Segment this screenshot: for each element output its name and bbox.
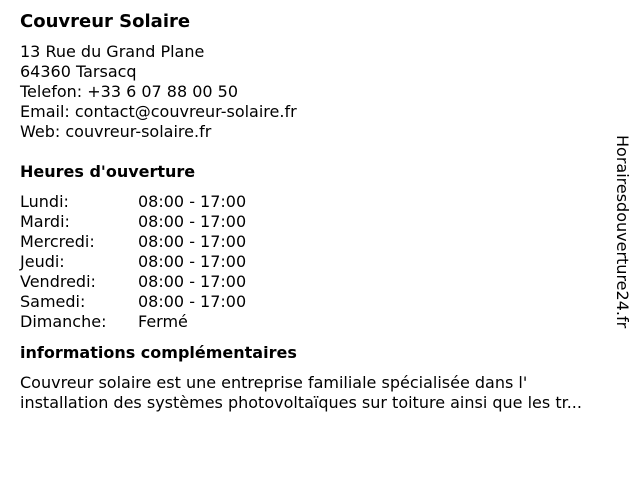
- website: Web: couvreur-solaire.fr: [20, 122, 212, 141]
- watermark: [612, 135, 632, 343]
- business-card: [20, 10, 616, 413]
- day-hours: 08:00 - 17:00: [138, 192, 247, 211]
- hours-row-monday: [20, 192, 616, 212]
- info-heading: informations complémentaires: [20, 343, 297, 362]
- day-label: Dimanche:: [20, 312, 107, 331]
- hours-row-saturday: [20, 292, 616, 312]
- hours-row-tuesday: [20, 212, 616, 232]
- day-hours: 08:00 - 17:00: [138, 292, 247, 311]
- hours-row-sunday: [20, 312, 616, 332]
- info-line-2: installation des systèmes photovoltaïques sur toiture ainsi que les tr...: [20, 393, 582, 412]
- day-label: Samedi:: [20, 292, 86, 311]
- day-hours: Fermé: [138, 312, 188, 331]
- day-hours: 08:00 - 17:00: [138, 232, 247, 251]
- phone-number: Telefon: +33 6 07 88 00 50: [20, 82, 239, 101]
- info-line-1: Couvreur solaire est une entreprise familiale spécialisée dans l': [20, 373, 528, 392]
- hours-table: [20, 192, 616, 332]
- hours-row-thursday: [20, 252, 616, 272]
- day-hours: 08:00 - 17:00: [138, 212, 247, 231]
- hours-heading: Heures d'ouverture: [20, 162, 196, 181]
- day-hours: 08:00 - 17:00: [138, 252, 247, 271]
- day-label: Vendredi:: [20, 272, 96, 291]
- email-address: Email: contact@couvreur-solaire.fr: [20, 102, 297, 121]
- day-label: Lundi:: [20, 192, 69, 211]
- city-postal: 64360 Tarsacq: [20, 62, 137, 81]
- hours-row-friday: [20, 272, 616, 292]
- day-hours: 08:00 - 17:00: [138, 272, 247, 291]
- business-name: Couvreur Solaire: [20, 11, 191, 32]
- day-label: Mardi:: [20, 212, 70, 231]
- day-label: Jeudi:: [20, 252, 65, 271]
- watermark-text: Horairesdouverture24.fr: [613, 135, 632, 329]
- day-label: Mercredi:: [20, 232, 95, 251]
- hours-row-wednesday: [20, 232, 616, 252]
- street-address: 13 Rue du Grand Plane: [20, 42, 205, 61]
- info-description: [20, 373, 630, 413]
